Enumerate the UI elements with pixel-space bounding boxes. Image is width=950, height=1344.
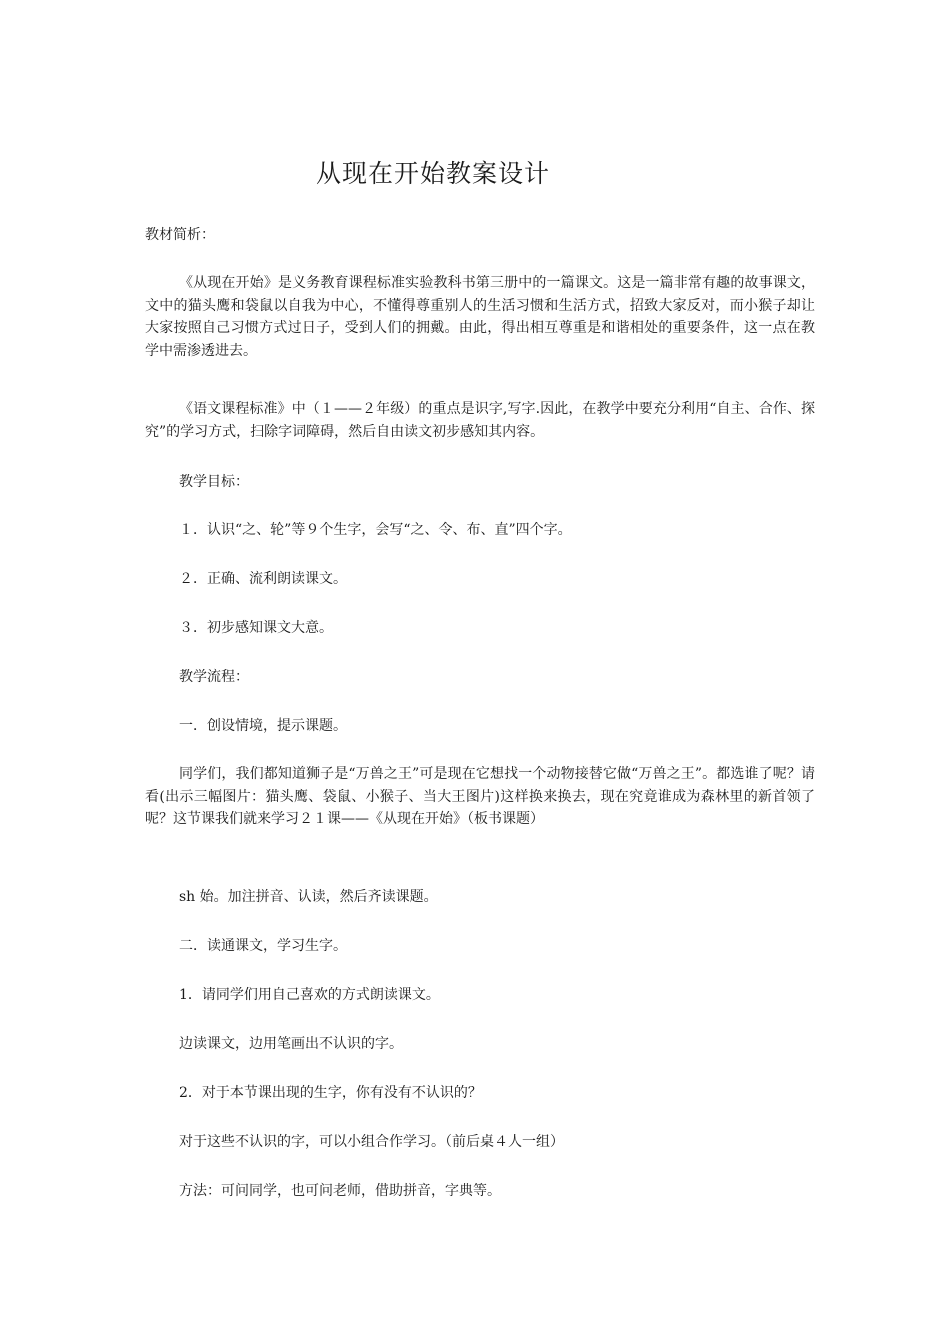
- step2-heading: 二．读通课文，学习生字。: [179, 938, 347, 954]
- paragraph-step1: 同学们，我们都知道狮子是“万兽之王”可是现在它想找一个动物接替它做“万兽之王”。都选谁了呢？请看(出示三幅图片：猫头鹰、袋鼠、小猴子、当大王图片)这样换来换去，现在究竟谁成为森林里的新首领了呢？这节课我们就来学习２１课——《从现在开始》（板书课题）: [145, 766, 815, 827]
- paragraph-intro: 《从现在开始》是义务教育课程标准实验教科书第三册中的一篇课文。这是一篇非常有趣的故事课文，文中的猫头鹰和袋鼠以自我为中心，不懂得尊重别人的生活习惯和生活方式，招致大家反对，而小猴子却让大家按照自己习惯方式过日子，受到人们的拥戴。由此，得出相互尊重是和谐相处的重要条件，这一点在教学中需渗透进去。: [145, 275, 815, 359]
- list-item-mark: 边读课文，边用笔画出不认识的字。: [179, 1036, 403, 1052]
- goal-item-3: ３．初步感知课文大意。: [179, 620, 333, 636]
- goal-item-1: １．认识“之、轮”等９个生字，会写“之、令、布、直”四个字。: [179, 522, 572, 538]
- list-item-read: 1．请同学们用自己喜欢的方式朗读课文。: [179, 987, 440, 1003]
- goals-heading: 教学目标：: [179, 474, 249, 490]
- list-item-question: 2．对于本节课出现的生字，你有没有不认识的？: [179, 1085, 482, 1101]
- paragraph-standard: 《语文课程标准》中（１——２年级）的重点是识字,写字.因此，在教学中要充分利用“自主、合作、探究”的学习方式，扫除字词障碍，然后自由读文初步感知其内容。: [145, 401, 815, 440]
- list-item-group: 对于这些不认识的字，可以小组合作学习。（前后桌４人一组）: [179, 1134, 564, 1150]
- section-heading-materials: 教材简析：: [145, 227, 215, 243]
- document-title: 从现在开始教案设计: [315, 159, 550, 188]
- pinyin-line: sh 始。加注拼音、认读，然后齐读课题。: [179, 889, 438, 905]
- list-item-method: 方法：可问同学，也可问老师，借助拼音，字典等。: [179, 1183, 501, 1199]
- flow-heading: 教学流程：: [179, 669, 249, 685]
- step1-heading: 一．创设情境，提示课题。: [179, 718, 347, 734]
- goal-item-2: ２．正确、流利朗读课文。: [179, 571, 347, 587]
